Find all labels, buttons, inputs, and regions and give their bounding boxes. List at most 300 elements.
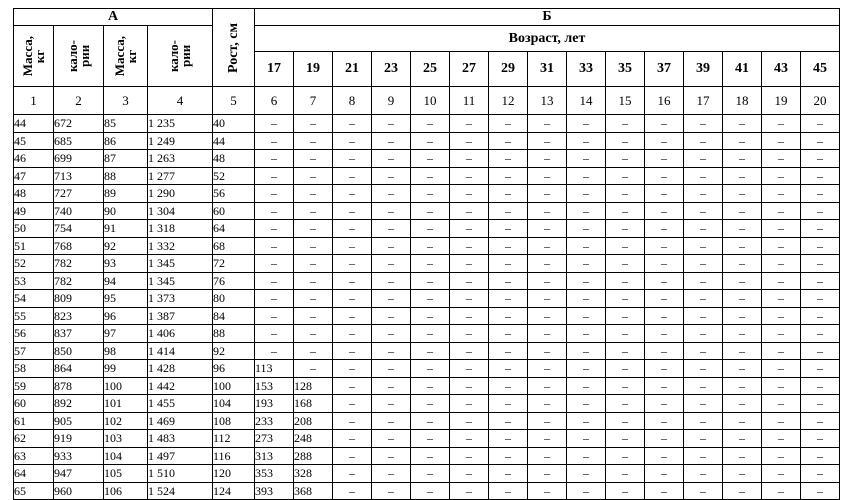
cell-b: – [567, 325, 606, 343]
cell-a: 104 [104, 447, 148, 465]
cell-b: – [450, 115, 489, 133]
cell-b: – [450, 307, 489, 325]
cell-b: – [528, 325, 567, 343]
cell-b: – [450, 202, 489, 220]
cell-a: 1 406 [148, 325, 213, 343]
cell-a: 85 [104, 115, 148, 133]
cell-b: – [606, 202, 645, 220]
cell-b: – [801, 395, 840, 413]
cell-b: – [528, 412, 567, 430]
cell-b: – [528, 360, 567, 378]
cell-b: – [411, 185, 450, 203]
cell-b: 168 [294, 395, 333, 413]
cell-b: 113 [255, 360, 294, 378]
cell-a: 59 [14, 377, 54, 395]
cell-b: – [645, 272, 684, 290]
cell-b: – [528, 237, 567, 255]
calorie-table [13, 8, 840, 500]
table-row [14, 255, 840, 273]
cell-a: 120 [213, 465, 255, 483]
cell-a: 50 [14, 220, 54, 238]
table-body [14, 115, 840, 500]
cell-a: 105 [104, 465, 148, 483]
cell-b: – [801, 325, 840, 343]
cell-b: – [450, 185, 489, 203]
cell-b: – [333, 150, 372, 168]
cell-b: – [411, 342, 450, 360]
cell-b: – [567, 360, 606, 378]
age-column-header: 41 [723, 52, 762, 87]
cell-b: – [645, 325, 684, 343]
age-column-header: 27 [450, 52, 489, 87]
cell-b: – [489, 412, 528, 430]
cell-b: – [489, 307, 528, 325]
cell-b: – [450, 430, 489, 448]
cell-b: – [567, 255, 606, 273]
cell-a: 63 [14, 447, 54, 465]
cell-b: – [801, 220, 840, 238]
cell-b: – [489, 272, 528, 290]
table-row [14, 447, 840, 465]
cell-a: 98 [104, 342, 148, 360]
cell-b: – [762, 255, 801, 273]
cell-b: – [528, 255, 567, 273]
cell-b: – [450, 482, 489, 500]
cell-a: 84 [213, 307, 255, 325]
cell-b: – [411, 412, 450, 430]
table-row [14, 220, 840, 238]
age-header: Возраст, лет [255, 26, 840, 52]
cell-a: 1 304 [148, 202, 213, 220]
cell-b: – [723, 272, 762, 290]
cell-a: 48 [14, 185, 54, 203]
cell-b: – [255, 167, 294, 185]
cell-b: – [528, 185, 567, 203]
cell-b: – [372, 482, 411, 500]
cell-b: – [333, 167, 372, 185]
cell-b: – [450, 255, 489, 273]
cell-b: – [333, 272, 372, 290]
cell-b: – [372, 395, 411, 413]
calories-label-1: кало- рии [64, 39, 92, 73]
cell-b: – [606, 412, 645, 430]
cell-b: – [528, 482, 567, 500]
cell-b: – [606, 150, 645, 168]
cell-b: – [255, 307, 294, 325]
cell-b: – [606, 325, 645, 343]
cell-b: – [255, 220, 294, 238]
cell-b: – [762, 185, 801, 203]
cell-b: – [333, 465, 372, 483]
cell-b: – [567, 237, 606, 255]
cell-b: – [645, 290, 684, 308]
cell-a: 1 277 [148, 167, 213, 185]
group-a-header: А [14, 9, 213, 26]
cell-a: 108 [213, 412, 255, 430]
cell-a: 809 [54, 290, 104, 308]
cell-b: – [567, 412, 606, 430]
cell-a: 90 [104, 202, 148, 220]
cell-b: – [411, 290, 450, 308]
cell-b: – [762, 482, 801, 500]
cell-a: 864 [54, 360, 104, 378]
cell-b: – [606, 115, 645, 133]
age-column-header: 43 [762, 52, 801, 87]
cell-b: – [723, 115, 762, 133]
column-number: 4 [148, 87, 213, 115]
cell-b: – [645, 237, 684, 255]
cell-b: – [606, 482, 645, 500]
cell-a: 76 [213, 272, 255, 290]
cell-a: 44 [14, 115, 54, 133]
cell-b: – [567, 465, 606, 483]
cell-b: 353 [255, 465, 294, 483]
cell-b: – [567, 272, 606, 290]
cell-b: – [762, 447, 801, 465]
cell-b: – [450, 132, 489, 150]
cell-b: – [645, 412, 684, 430]
cell-b: – [606, 220, 645, 238]
cell-b: – [411, 447, 450, 465]
cell-b: – [723, 430, 762, 448]
column-number: 10 [411, 87, 450, 115]
cell-b: – [450, 360, 489, 378]
cell-b: – [567, 150, 606, 168]
cell-b: – [723, 325, 762, 343]
cell-b: – [684, 220, 723, 238]
cell-b: – [528, 465, 567, 483]
table-row [14, 342, 840, 360]
table-row [14, 115, 840, 133]
cell-a: 96 [213, 360, 255, 378]
table-row [14, 237, 840, 255]
age-column-header: 31 [528, 52, 567, 87]
cell-b: – [801, 272, 840, 290]
cell-a: 837 [54, 325, 104, 343]
cell-b: – [762, 220, 801, 238]
cell-b: – [528, 307, 567, 325]
cell-b: – [372, 272, 411, 290]
cell-b: – [645, 150, 684, 168]
cell-b: – [684, 482, 723, 500]
cell-a: 58 [14, 360, 54, 378]
cell-b: – [372, 360, 411, 378]
cell-b: – [333, 202, 372, 220]
cell-b: – [801, 167, 840, 185]
cell-b: – [294, 342, 333, 360]
cell-b: – [606, 377, 645, 395]
cell-b: 273 [255, 430, 294, 448]
cell-a: 40 [213, 115, 255, 133]
age-column-header: 23 [372, 52, 411, 87]
cell-b: – [294, 202, 333, 220]
cell-b: – [450, 220, 489, 238]
cell-b: – [255, 132, 294, 150]
cell-b: – [723, 202, 762, 220]
cell-b: – [762, 272, 801, 290]
cell-b: – [684, 412, 723, 430]
cell-a: 94 [104, 272, 148, 290]
cell-b: – [372, 255, 411, 273]
cell-b: – [723, 307, 762, 325]
cell-b: – [645, 307, 684, 325]
cell-b: 233 [255, 412, 294, 430]
cell-a: 1 524 [148, 482, 213, 500]
cell-b: – [723, 237, 762, 255]
cell-b: – [372, 465, 411, 483]
cell-b: – [294, 185, 333, 203]
cell-a: 1 235 [148, 115, 213, 133]
cell-b: – [645, 430, 684, 448]
table-row [14, 325, 840, 343]
cell-b: – [489, 325, 528, 343]
cell-b: – [489, 377, 528, 395]
cell-b: – [723, 150, 762, 168]
cell-b: – [684, 150, 723, 168]
cell-b: – [333, 290, 372, 308]
cell-b: – [801, 290, 840, 308]
cell-b: – [801, 237, 840, 255]
cell-a: 88 [213, 325, 255, 343]
cell-b: – [684, 237, 723, 255]
cell-b: – [372, 342, 411, 360]
cell-a: 91 [104, 220, 148, 238]
cell-b: – [567, 307, 606, 325]
column-number: 1 [14, 87, 54, 115]
column-number: 2 [54, 87, 104, 115]
cell-b: – [333, 342, 372, 360]
cell-b: – [411, 377, 450, 395]
cell-b: – [528, 150, 567, 168]
cell-b: 368 [294, 482, 333, 500]
cell-a: 100 [104, 377, 148, 395]
cell-a: 93 [104, 255, 148, 273]
cell-a: 65 [14, 482, 54, 500]
column-number: 5 [213, 87, 255, 115]
cell-b: – [762, 465, 801, 483]
age-column-header: 39 [684, 52, 723, 87]
cell-b: – [723, 185, 762, 203]
cell-a: 892 [54, 395, 104, 413]
cell-b: – [294, 272, 333, 290]
cell-a: 57 [14, 342, 54, 360]
height-column-label: Рост, см [225, 22, 241, 73]
cell-b: – [567, 377, 606, 395]
cell-b: – [411, 430, 450, 448]
mass-column-header-1 [14, 26, 54, 87]
cell-b: – [723, 360, 762, 378]
cell-b: – [762, 412, 801, 430]
cell-b: – [333, 447, 372, 465]
age-column-header: 45 [801, 52, 840, 87]
cell-b: – [489, 290, 528, 308]
cell-a: 61 [14, 412, 54, 430]
cell-a: 104 [213, 395, 255, 413]
cell-b: – [372, 202, 411, 220]
cell-b: – [372, 377, 411, 395]
cell-b: – [411, 482, 450, 500]
table-row [14, 167, 840, 185]
table-row [14, 150, 840, 168]
cell-b: – [489, 220, 528, 238]
mass-column-header-2 [104, 26, 148, 87]
cell-a: 48 [213, 150, 255, 168]
cell-a: 1 414 [148, 342, 213, 360]
cell-b: – [333, 237, 372, 255]
cell-a: 53 [14, 272, 54, 290]
cell-b: – [450, 325, 489, 343]
cell-b: 193 [255, 395, 294, 413]
cell-b: – [567, 342, 606, 360]
cell-b: – [333, 220, 372, 238]
cell-a: 72 [213, 255, 255, 273]
cell-b: 288 [294, 447, 333, 465]
cell-a: 102 [104, 412, 148, 430]
cell-b: – [411, 220, 450, 238]
cell-b: – [645, 465, 684, 483]
cell-b: – [489, 395, 528, 413]
cell-b: – [684, 342, 723, 360]
cell-b: – [528, 115, 567, 133]
cell-b: – [255, 115, 294, 133]
cell-b: – [411, 360, 450, 378]
cell-b: – [723, 342, 762, 360]
cell-b: – [723, 132, 762, 150]
cell-a: 64 [14, 465, 54, 483]
cell-b: – [684, 185, 723, 203]
cell-a: 88 [104, 167, 148, 185]
column-number: 7 [294, 87, 333, 115]
cell-b: – [684, 132, 723, 150]
cell-b: – [411, 465, 450, 483]
cell-b: – [528, 377, 567, 395]
cell-b: – [684, 290, 723, 308]
cell-b: – [255, 342, 294, 360]
cell-b: – [762, 132, 801, 150]
cell-b: – [684, 377, 723, 395]
cell-b: – [294, 220, 333, 238]
cell-b: – [801, 465, 840, 483]
cell-b: – [255, 290, 294, 308]
cell-a: 80 [213, 290, 255, 308]
cell-b: – [762, 237, 801, 255]
cell-a: 782 [54, 255, 104, 273]
cell-a: 960 [54, 482, 104, 500]
cell-b: – [450, 412, 489, 430]
table-row [14, 290, 840, 308]
cell-b: – [645, 447, 684, 465]
cell-a: 878 [54, 377, 104, 395]
cell-a: 99 [104, 360, 148, 378]
cell-b: – [606, 185, 645, 203]
cell-b: – [645, 185, 684, 203]
cell-b: – [294, 237, 333, 255]
cell-b: – [684, 430, 723, 448]
cell-b: – [333, 360, 372, 378]
cell-b: – [684, 115, 723, 133]
cell-b: – [762, 202, 801, 220]
cell-b: – [489, 255, 528, 273]
cell-a: 1 455 [148, 395, 213, 413]
cell-a: 51 [14, 237, 54, 255]
cell-b: – [411, 132, 450, 150]
cell-b: – [489, 465, 528, 483]
cell-b: – [294, 360, 333, 378]
cell-b: – [645, 377, 684, 395]
cell-a: 116 [213, 447, 255, 465]
cell-b: – [489, 342, 528, 360]
cell-b: – [450, 377, 489, 395]
calories-column-header-1 [54, 26, 104, 87]
column-number: 19 [762, 87, 801, 115]
column-number: 14 [567, 87, 606, 115]
table-row [14, 430, 840, 448]
cell-b: – [645, 395, 684, 413]
cell-b: – [489, 150, 528, 168]
cell-b: – [294, 150, 333, 168]
column-number: 16 [645, 87, 684, 115]
table-row [14, 185, 840, 203]
cell-b: – [567, 115, 606, 133]
cell-b: – [333, 255, 372, 273]
cell-a: 46 [14, 150, 54, 168]
column-number: 9 [372, 87, 411, 115]
cell-b: – [294, 132, 333, 150]
cell-b: – [450, 447, 489, 465]
cell-a: 727 [54, 185, 104, 203]
age-column-header: 35 [606, 52, 645, 87]
age-column-header: 25 [411, 52, 450, 87]
cell-b: – [684, 325, 723, 343]
cell-b: – [255, 237, 294, 255]
cell-a: 1 345 [148, 272, 213, 290]
cell-a: 89 [104, 185, 148, 203]
cell-b: – [528, 202, 567, 220]
cell-a: 1 483 [148, 430, 213, 448]
cell-b: – [645, 220, 684, 238]
calories-column-header-2 [148, 26, 213, 87]
age-column-header: 17 [255, 52, 294, 87]
cell-b: – [255, 325, 294, 343]
cell-b: – [333, 307, 372, 325]
cell-a: 45 [14, 132, 54, 150]
cell-a: 60 [213, 202, 255, 220]
cell-b: – [528, 290, 567, 308]
cell-a: 1 332 [148, 237, 213, 255]
cell-a: 919 [54, 430, 104, 448]
cell-b: – [255, 202, 294, 220]
table-row [14, 412, 840, 430]
cell-b: – [801, 430, 840, 448]
cell-a: 52 [14, 255, 54, 273]
cell-b: – [762, 290, 801, 308]
table-row [14, 482, 840, 500]
table-row [14, 465, 840, 483]
cell-a: 1 497 [148, 447, 213, 465]
cell-a: 97 [104, 325, 148, 343]
cell-b: – [255, 185, 294, 203]
cell-b: – [801, 447, 840, 465]
cell-b: – [723, 465, 762, 483]
cell-a: 92 [104, 237, 148, 255]
column-number: 20 [801, 87, 840, 115]
cell-b: – [450, 342, 489, 360]
cell-b: – [723, 290, 762, 308]
age-column-header: 21 [333, 52, 372, 87]
cell-b: – [801, 185, 840, 203]
cell-b: – [606, 447, 645, 465]
cell-b: – [801, 412, 840, 430]
